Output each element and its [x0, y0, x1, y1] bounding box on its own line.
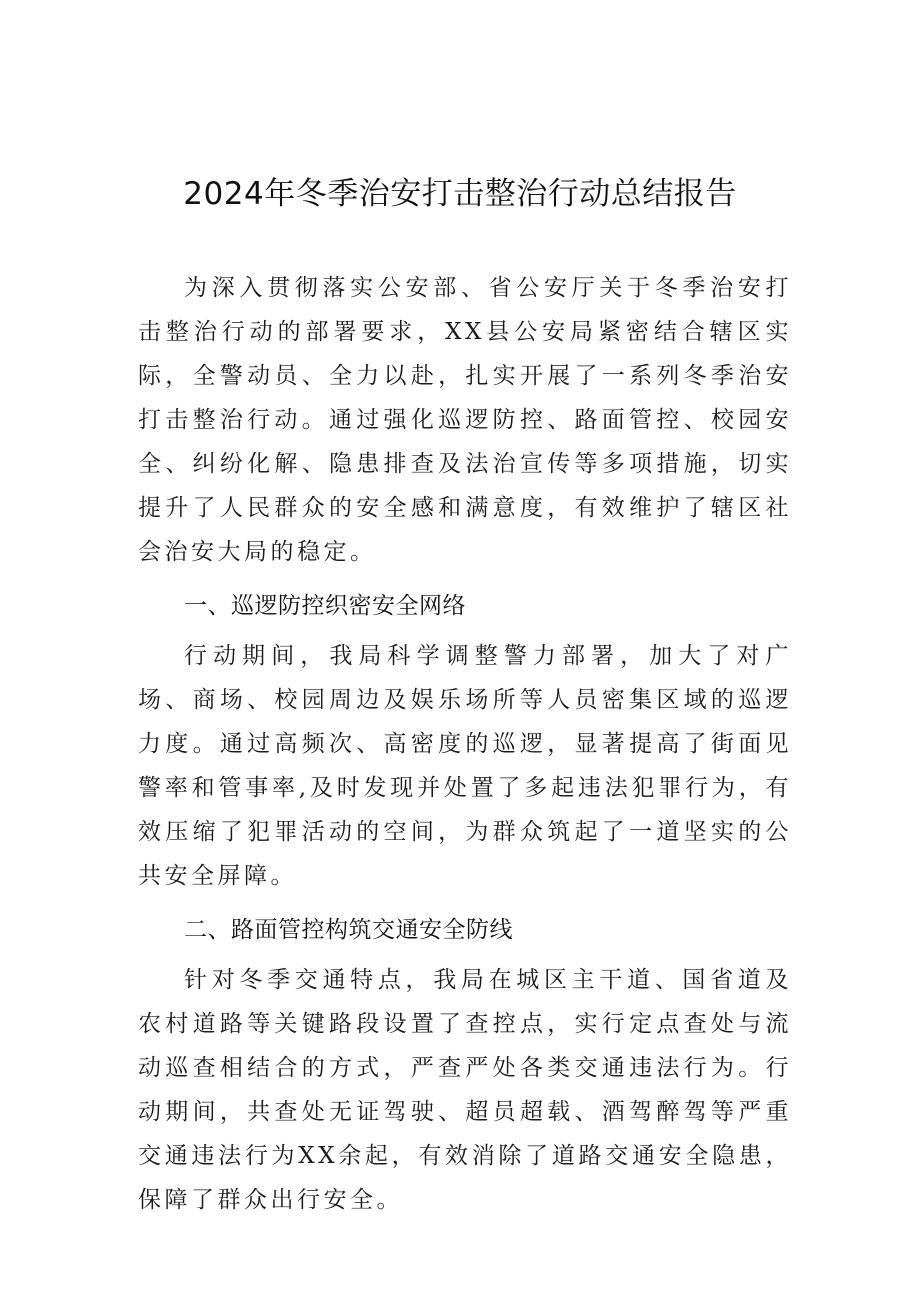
section-heading-2: 二、路面管控构筑交通安全防线 [184, 917, 513, 943]
intro-paragraph: 为深入贯彻落实公安部、省公安厅关于冬季治安打击整治行动的部署要求，XX县公安局紧密结合辖区实际，全警动员、全力以赴，扎实开展了一系列冬季治安打击整治行动。通过强化巡逻防控、路面管控、校园安全、纠纷化解、隐患排查及法治宣传等多项措施，切实提升了人民群众的安全感和满意度，有效维护了辖区社会治安大局的稳定。 [138, 275, 792, 565]
section-heading-1: 一、巡逻防控织密安全网络 [184, 593, 466, 619]
section-paragraph-2: 针对冬季交通特点，我局在城区主干道、国省道及农村道路等关键路段设置了查控点，实行定点查处与流动巡查相结合的方式，严查严处各类交通违法行为。行动期间，共查处无证驾驶、超员超载、酒驾醉驾等严重交通违法行为XX余起，有效消除了道路交通安全隐患，保障了群众出行安全。 [138, 967, 792, 1213]
document-title: 2024年冬季治安打击整治行动总结报告 [183, 176, 737, 212]
document-body [138, 266, 792, 1222]
section-paragraph-1: 行动期间，我局科学调整警力部署，加大了对广场、商场、校园周边及娱乐场所等人员密集区域的巡逻力度。通过高频次、高密度的巡逻，显著提高了街面见警率和管事率,及时发现并处置了多起违法犯罪行为，有效压缩了犯罪活动的空间，为群众筑起了一道坚实的公共安全屏障。 [138, 643, 792, 889]
